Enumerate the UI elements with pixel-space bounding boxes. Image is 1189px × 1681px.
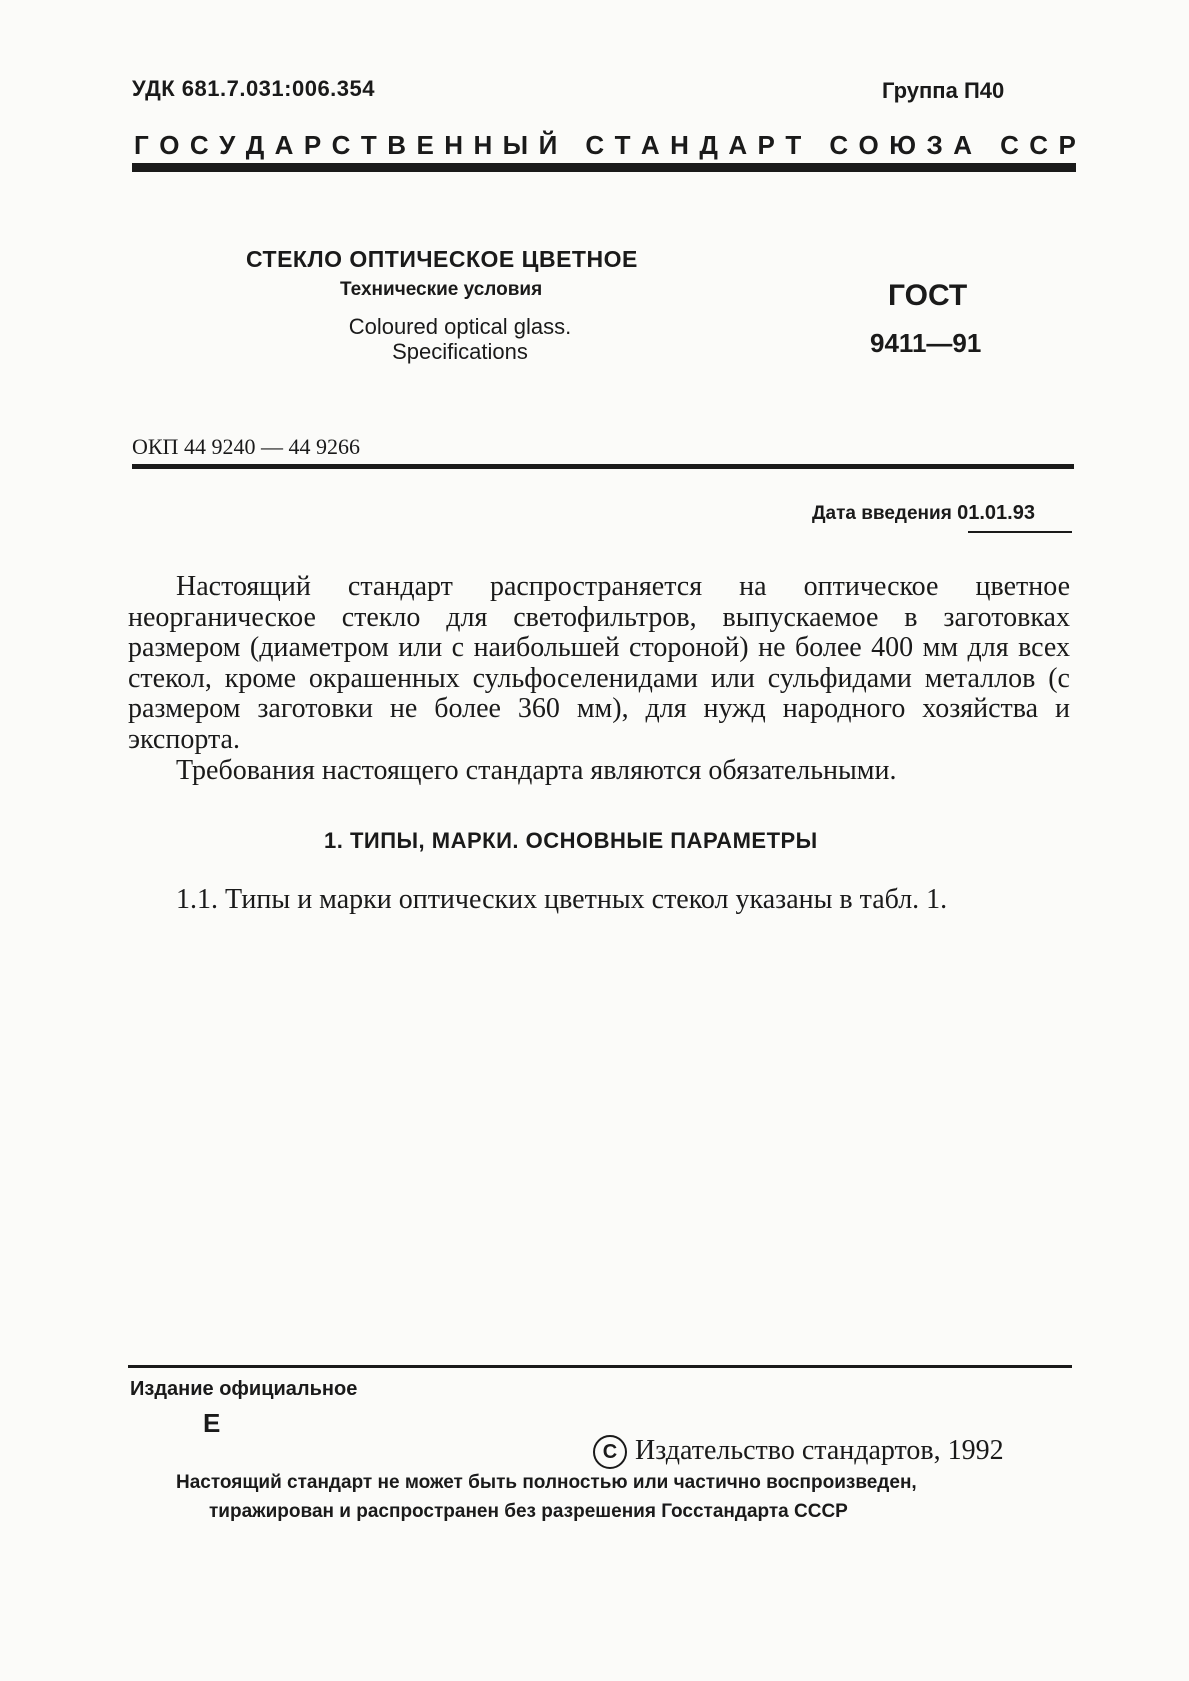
organization-letter: З bbox=[926, 130, 943, 160]
group-code: Группа П40 bbox=[882, 78, 1005, 103]
organization-letter: А bbox=[953, 130, 972, 160]
organization-letter: Д bbox=[245, 130, 265, 160]
date-underline bbox=[968, 531, 1072, 533]
scope-text bbox=[128, 572, 1070, 786]
header-divider bbox=[132, 163, 1076, 172]
copyright-line bbox=[593, 1435, 1004, 1469]
edition-letter: Е bbox=[203, 1408, 221, 1438]
okp-divider bbox=[132, 464, 1074, 469]
organization-letter: А bbox=[274, 130, 294, 160]
organization-letter: Н bbox=[670, 130, 689, 160]
okp-code: ОКП 44 9240 — 44 9266 bbox=[132, 434, 360, 459]
organization-letter: А bbox=[728, 130, 748, 160]
gost-label: ГОСТ bbox=[888, 279, 968, 312]
reproduction-notice-line1: Настоящий стандарт не может быть полностью или частично воспроизведен, bbox=[176, 1472, 917, 1493]
organization-letter: Н bbox=[473, 130, 493, 160]
copyright-text: Издательство стандартов, 1992 bbox=[635, 1435, 1004, 1466]
organization-letter: С bbox=[829, 130, 849, 160]
organization-banner bbox=[134, 130, 1076, 161]
organization-letter: Е bbox=[416, 130, 434, 160]
footer-divider bbox=[128, 1365, 1072, 1368]
organization-letter: А bbox=[640, 130, 660, 160]
scope-paragraph: Настоящий стандарт распространяется на оптическое цветное неорганическое стекло для светофильтров, выпускаемое в заготовках размером (диаметром или с наибольшей стороной) не более 400 мм для всех стекол, кроме окрашенных сульфоселенидами или сульфидами металлов (с размером заготовки не более 360 мм), для нужд народного хозяйства и экспорта. bbox=[128, 571, 1070, 755]
organization-letter bbox=[568, 130, 575, 161]
document-title: СТЕКЛО ОПТИЧЕСКОЕ ЦВЕТНОЕ bbox=[246, 246, 638, 272]
copyright-icon: C bbox=[593, 1435, 627, 1469]
organization-letter: С bbox=[1000, 130, 1019, 160]
organization-letter: С bbox=[189, 130, 209, 160]
english-title-line1: Coloured optical glass. bbox=[348, 314, 572, 339]
organization-letter: Ю bbox=[889, 130, 917, 160]
introduction-date-label: Дата введения bbox=[812, 503, 952, 524]
introduction-date bbox=[812, 502, 1035, 525]
organization-letter: О bbox=[858, 130, 879, 160]
organization-letter: Т bbox=[360, 130, 377, 160]
section-heading: 1. ТИПЫ, МАРКИ. ОСНОВНЫЕ ПАРАМЕТРЫ bbox=[324, 828, 818, 853]
organization-letter: Г bbox=[134, 130, 149, 160]
introduction-date-value: 01.01.93 bbox=[957, 502, 1035, 524]
organization-letter: С bbox=[585, 130, 605, 160]
reproduction-notice-line2: тиражирован и распространен без разрешения Госстандарта СССР bbox=[209, 1501, 848, 1522]
organization-letter: Ы bbox=[502, 130, 529, 160]
organization-letter: У bbox=[219, 130, 236, 160]
organization-letter: Н bbox=[444, 130, 463, 160]
organization-letter: Р bbox=[303, 130, 322, 160]
organization-letter: Р bbox=[757, 130, 775, 160]
organization-letter: С bbox=[1029, 130, 1049, 160]
english-title bbox=[330, 314, 590, 364]
document-subtitle: Технические условия bbox=[340, 279, 543, 300]
organization-letter: Р bbox=[1058, 130, 1076, 160]
organization-letter: В bbox=[387, 130, 406, 160]
organization-letter bbox=[982, 130, 989, 161]
english-title-line2: Specifications bbox=[392, 339, 528, 364]
organization-letter: О bbox=[159, 130, 180, 160]
organization-letter: Т bbox=[614, 130, 631, 160]
organization-letter bbox=[812, 130, 819, 161]
organization-letter: Т bbox=[785, 130, 802, 160]
organization-letter: С bbox=[331, 130, 351, 160]
organization-letter: Д bbox=[699, 130, 718, 160]
clause-1-1: 1.1. Типы и марки оптических цветных стекол указаны в табл. 1. bbox=[176, 884, 948, 915]
gost-number: 9411—91 bbox=[870, 328, 982, 358]
mandatory-paragraph: Требования настоящего стандарта являются обязательными. bbox=[176, 754, 897, 786]
edition-label: Издание официальное bbox=[130, 1378, 358, 1400]
organization-letter: Й bbox=[538, 130, 558, 160]
udk-code: УДК 681.7.031:006.354 bbox=[132, 76, 376, 101]
